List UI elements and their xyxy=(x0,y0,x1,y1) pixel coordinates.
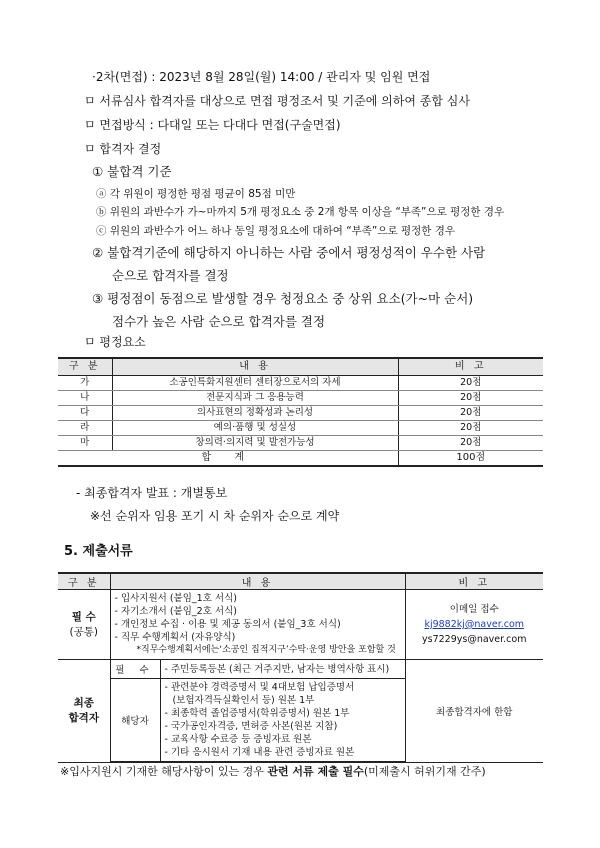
pass-decision-heading: ㅁ 합격자 결정 xyxy=(84,142,162,156)
email-link-1[interactable]: kj9882kj@naver.com xyxy=(424,619,525,630)
common-docs-row xyxy=(58,590,543,660)
header-content: 내 용 xyxy=(112,358,398,376)
list-item: - 직무 수행계획서 (자유양식) xyxy=(114,632,236,643)
pass-criteria-3-line1: ③ 평정점이 동점으로 발생할 경우 청정요소 중 상위 요소(가~마 순서) xyxy=(92,291,474,306)
pass-criteria-3-line2: 점수가 높은 사람 순으로 합격자를 결정 xyxy=(112,314,326,329)
list-item: - 기타 응시원서 기재 내용 관련 증빙자료 원본 xyxy=(164,747,355,758)
fail-criteria-heading: ① 불합격 기준 xyxy=(92,164,172,179)
common-label-required: 필 수 xyxy=(71,610,96,623)
contract-order-note: ※선 순위자 임용 포기 시 차 순위자 순으로 계약 xyxy=(90,509,340,523)
final-applicable-list xyxy=(160,679,405,763)
section-title: 5. 제출서류 xyxy=(64,544,133,559)
pass-criteria-2-line1: ② 불합격기준에 해당하지 아니하는 사람 중에서 평정성적이 우수한 사람 xyxy=(92,245,486,260)
list-item: - 자기소개서 (붙임_2호 서식) xyxy=(114,606,237,617)
documents-table xyxy=(58,572,543,763)
final-required-row xyxy=(58,660,543,679)
fail-criteria-c: ⓒ 위원의 과반수가 어느 하나 동일 평정요소에 대하여 “부족”으로 평정한 경우 xyxy=(96,225,456,237)
table-header-row xyxy=(58,358,543,376)
row-points: 20점 xyxy=(398,391,543,406)
header-category: 구 분 xyxy=(58,358,112,376)
row-category: 라 xyxy=(58,421,112,436)
row-content: 전문지식과 그 응용능력 xyxy=(112,391,398,406)
header-note: 비 고 xyxy=(398,358,543,376)
row-category: 가 xyxy=(58,376,112,391)
total-value: 100점 xyxy=(398,451,543,467)
row-category: 다 xyxy=(58,406,112,421)
list-item: - 최종학력 졸업증명서(학위증명서) 원본 1부 xyxy=(164,708,350,719)
footer-note xyxy=(60,765,486,779)
table-header-row xyxy=(58,573,543,590)
email-submission-label: 이메일 접수 xyxy=(449,604,499,615)
footer-note-post: (미제출시 허위기재 간주) xyxy=(363,765,486,778)
list-item: - 입사지원서 (붙임_1호 서식) xyxy=(114,593,237,604)
list-item: (보험자격득실확인서 등) 원본 1부 xyxy=(172,695,315,706)
header-note: 비 고 xyxy=(405,573,543,590)
header-category: 구 분 xyxy=(58,573,110,590)
row-points: 20점 xyxy=(398,406,543,421)
evaluation-elements-heading: ㅁ 평정요소 xyxy=(84,335,146,349)
interview-schedule: ·2차(면접) : 2023년 8월 28일(월) 14:00 / 관리자 및 임원 면접 xyxy=(92,70,431,84)
pass-criteria-2-line2: 순으로 합격자를 결정 xyxy=(112,268,229,283)
table-row xyxy=(58,406,543,421)
final-note: 최종합격자에 한함 xyxy=(405,660,543,763)
interview-review-method: ㅁ 서류심사 합격자를 대상으로 면접 평정조서 및 기준에 의하여 종합 심사 xyxy=(84,94,470,108)
row-content: 소공인특화지원센터 센터장으로서의 자세 xyxy=(112,376,398,391)
final-announcement: - 최종합격자 발표 : 개별통보 xyxy=(76,486,228,500)
final-applicable-label: 해당자 xyxy=(110,679,160,763)
email-address-2: ys7229ys@naver.com xyxy=(422,634,527,645)
row-content: 창의력·의지력 및 발전가능성 xyxy=(112,436,398,451)
footer-note-pre: ※입사지원시 기재한 해당사항이 있는 경우 xyxy=(60,765,268,778)
row-points: 20점 xyxy=(398,436,543,451)
row-category: 마 xyxy=(58,436,112,451)
list-item: - 국가공인자격증, 면허증 사본(원본 지참) xyxy=(164,721,338,732)
final-label-2: 합격자 xyxy=(68,711,99,724)
list-item-note: *직무수행계획서에는‘소공인 집적지구’수탁·운영 방안을 포함할 것 xyxy=(136,645,396,655)
interview-format: ㅁ 면접방식 : 다대일 또는 다대다 면접(구술면접) xyxy=(84,118,341,132)
row-content: 예의·품행 및 성실성 xyxy=(112,421,398,436)
list-item: - 교육사항 수료증 등 증빙자료 원본 xyxy=(164,734,312,745)
list-item: - 관련분야 경력증명서 및 4대보험 납입증명서 xyxy=(164,682,355,693)
fail-criteria-b: ⓑ 위원의 과반수가 가~마까지 5개 평정요소 중 2개 항목 이상을 “부족”으로 평정한 경우 xyxy=(96,206,505,218)
row-category: 나 xyxy=(58,391,112,406)
common-note xyxy=(405,590,543,660)
row-points: 20점 xyxy=(398,376,543,391)
table-row xyxy=(58,436,543,451)
list-item: - 개인정보 수집 · 이용 및 제공 동의서 (붙임_3호 서식) xyxy=(114,619,341,630)
common-category xyxy=(58,590,110,660)
fail-criteria-a: ⓐ 각 위원이 평정한 평점 평균이 85점 미만 xyxy=(96,188,296,200)
final-category xyxy=(58,660,110,763)
table-row xyxy=(58,376,543,391)
row-points: 20점 xyxy=(398,421,543,436)
common-label-common: (공통) xyxy=(69,625,98,638)
table-row xyxy=(58,391,543,406)
table-row xyxy=(58,421,543,436)
total-label: 합 계 xyxy=(58,451,398,467)
final-required-label: 필 수 xyxy=(110,660,160,679)
final-required-item: - 주민등록등본 (최근 거주지만, 남자는 병역사항 표시) xyxy=(160,660,405,679)
evaluation-table xyxy=(58,357,543,467)
total-row xyxy=(58,451,543,467)
row-content: 의사표현의 정확성과 논리성 xyxy=(112,406,398,421)
footer-note-bold: 관련 서류 제출 필수 xyxy=(267,765,364,778)
header-content: 내 용 xyxy=(110,573,405,590)
common-docs-list xyxy=(110,590,405,660)
final-label-1: 최종 xyxy=(73,696,94,709)
